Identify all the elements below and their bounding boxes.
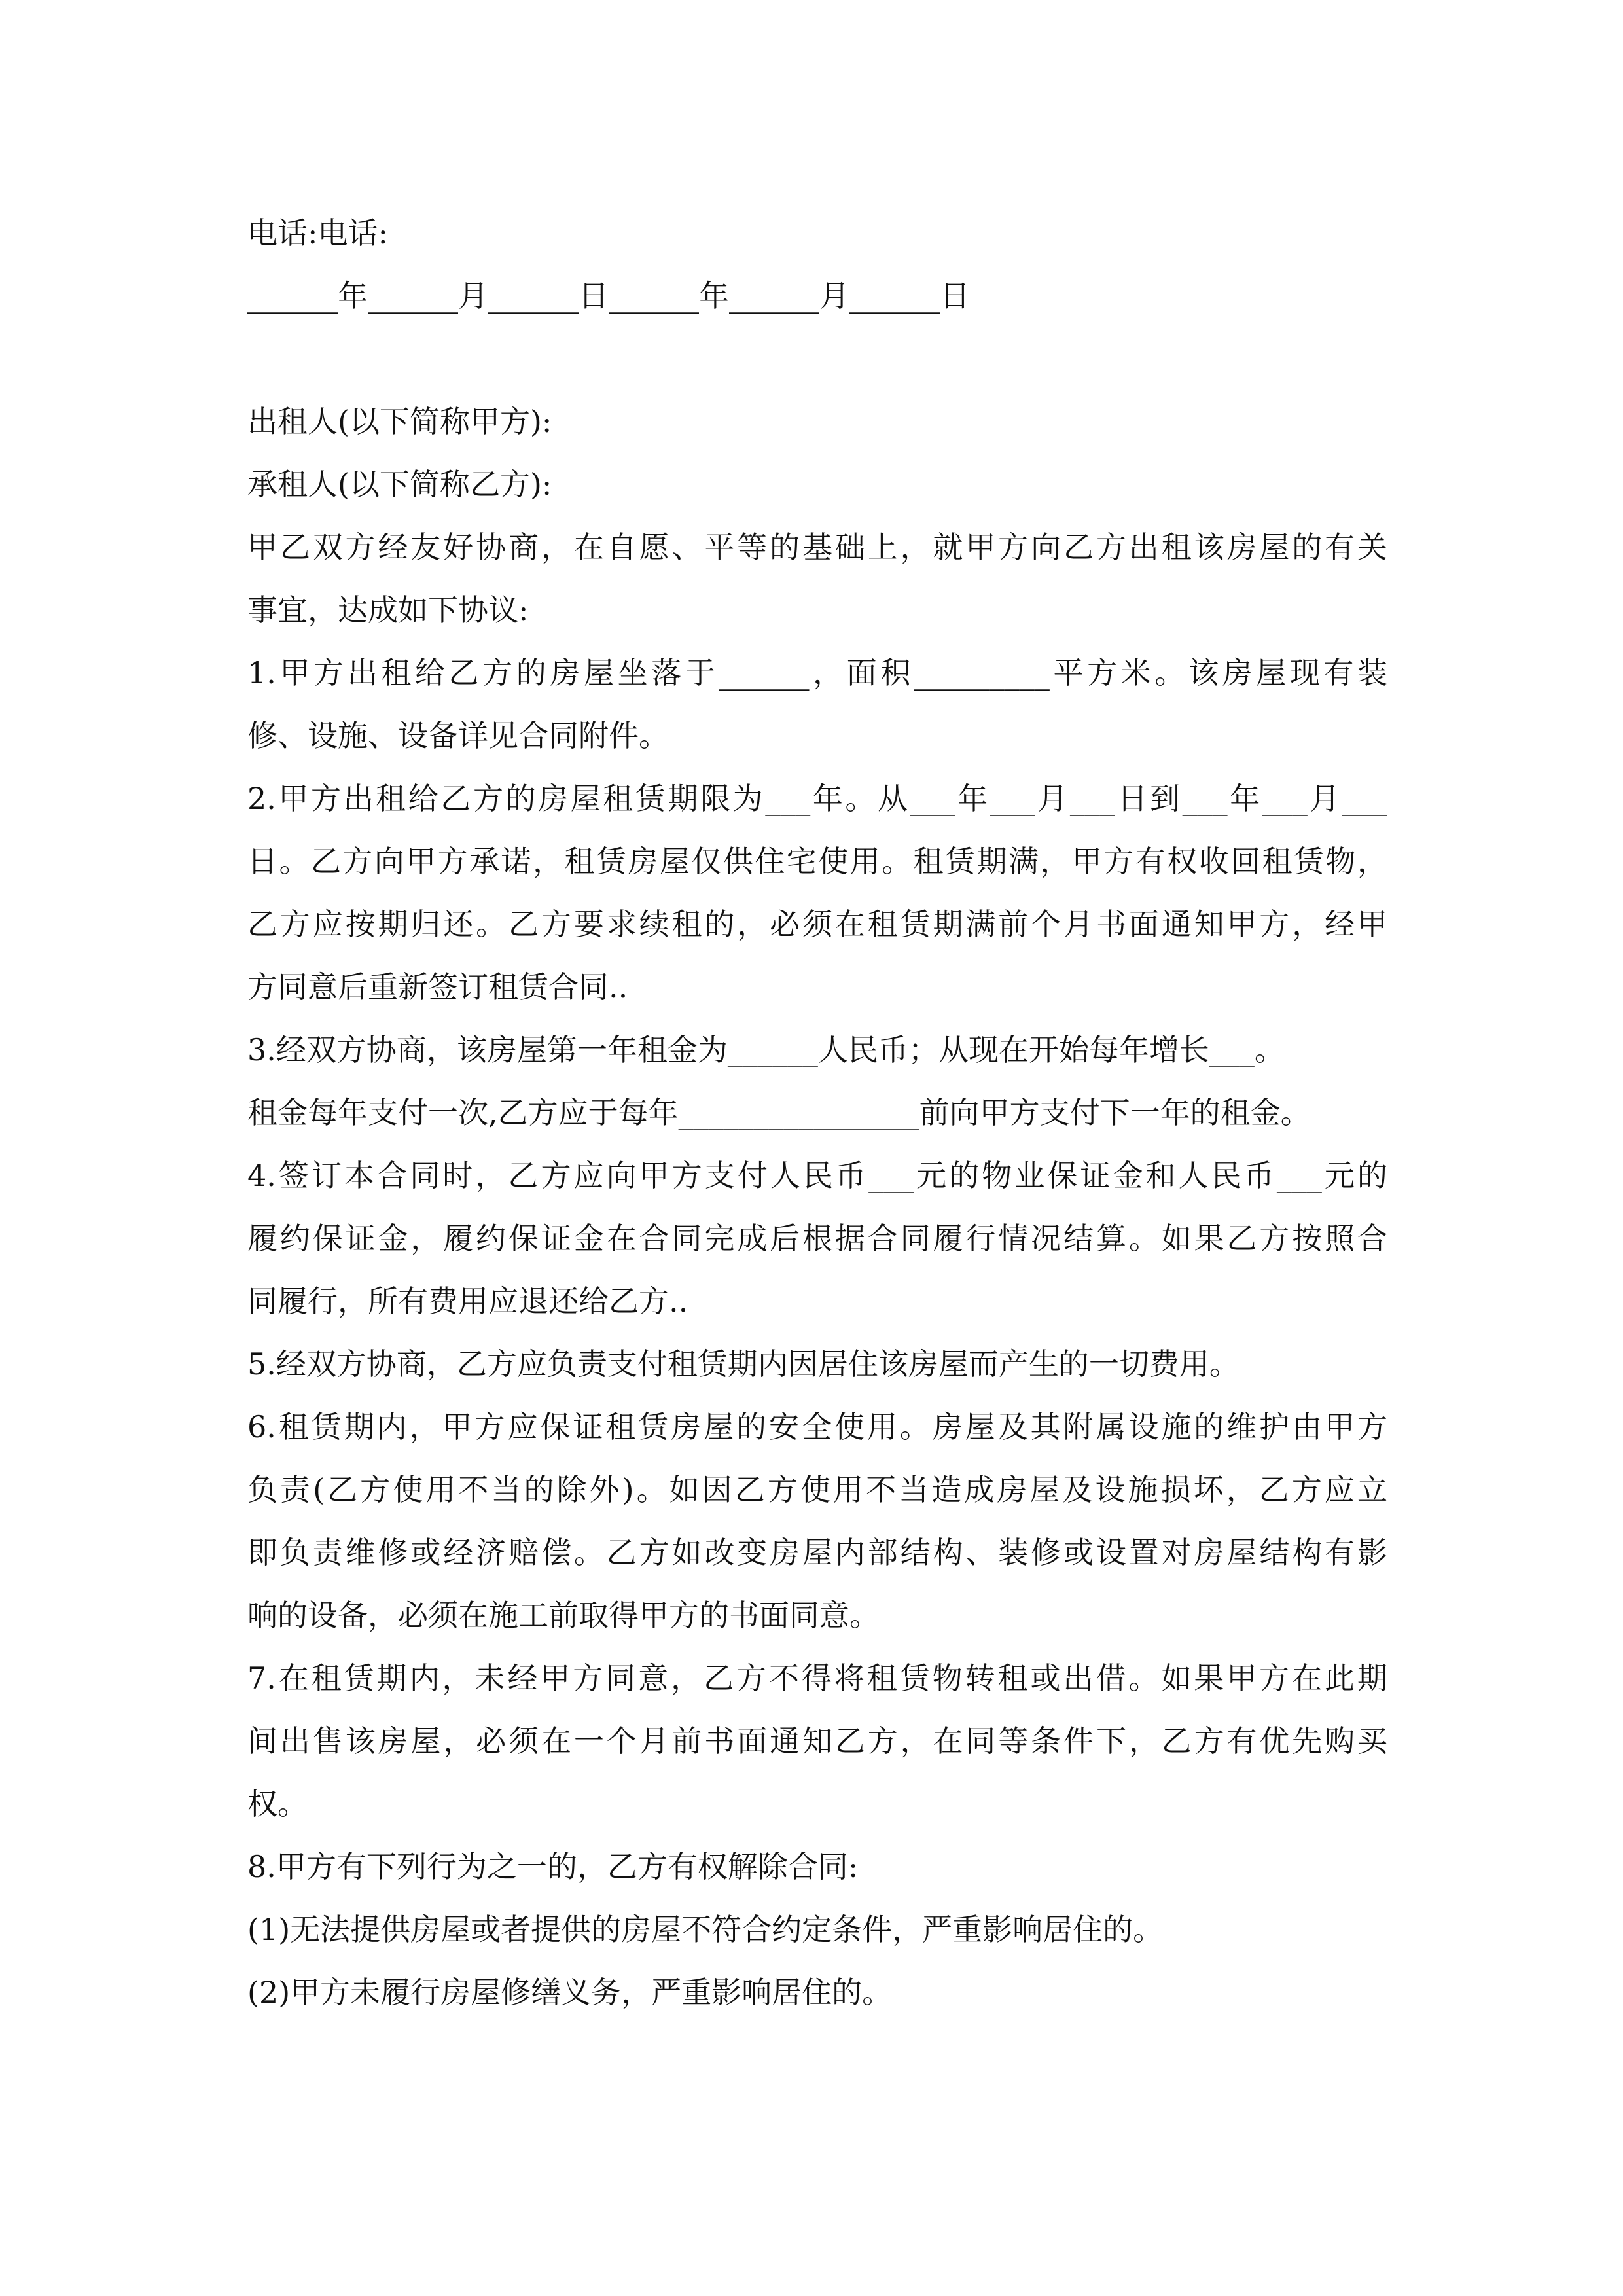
contract-body bbox=[247, 202, 1387, 2024]
paragraph-line: 6.租赁期内，甲方应保证租赁房屋的安全使用。房屋及其附属设施的维护由甲方 bbox=[247, 1409, 1387, 1444]
paragraph-line: 修、设施、设备详见合同附件。 bbox=[247, 718, 669, 753]
date-line: ______年______月______日______年______月______日 bbox=[247, 278, 970, 314]
spacer bbox=[247, 327, 1387, 390]
clause-8 bbox=[247, 1835, 1387, 2024]
paragraph-line: 7.在租赁期内，未经甲方同意，乙方不得将租赁物转租或出借。如果甲方在此期 bbox=[247, 1660, 1387, 1696]
paragraph-line: 乙方应按期归还。乙方要求续租的，必须在租赁期满前个月书面通知甲方，经甲 bbox=[247, 906, 1387, 942]
intro-paragraph bbox=[247, 516, 1387, 641]
paragraph-line: 1.甲方出租给乙方的房屋坐落于______，面积_________平方米。该房屋现有装 bbox=[247, 655, 1387, 691]
lessee-line: 承租人(以下简称乙方): bbox=[247, 467, 552, 502]
clause-4 bbox=[247, 1144, 1387, 1333]
clause-5 bbox=[247, 1333, 1387, 1395]
paragraph-line: (2)甲方未履行房屋修缮义务，严重影响居住的。 bbox=[247, 1975, 893, 2010]
phone-line: 电话:电话: bbox=[247, 215, 388, 251]
paragraph-line: 日。乙方向甲方承诺，租赁房屋仅供住宅使用。租赁期满，甲方有权收回租赁物， bbox=[247, 844, 1387, 879]
paragraph-line: 响的设备，必须在施工前取得甲方的书面同意。 bbox=[247, 1598, 880, 1633]
paragraph-line: 租金每年支付一次,乙方应于每年________________前向甲方支付下一年的租金。 bbox=[247, 1095, 1311, 1130]
paragraph-line: 方同意后重新签订租赁合同.. bbox=[247, 969, 628, 1005]
paragraph-line: 8.甲方有下列行为之一的，乙方有权解除合同: bbox=[247, 1849, 859, 1884]
paragraph-line: 甲乙双方经友好协商，在自愿、平等的基础上，就甲方向乙方出租该房屋的有关 bbox=[247, 529, 1387, 565]
paragraph-line: 间出售该房屋，必须在一个月前书面通知乙方，在同等条件下，乙方有优先购买 bbox=[247, 1723, 1387, 1759]
paragraph-line: 同履行，所有费用应退还给乙方.. bbox=[247, 1283, 688, 1319]
clause-1 bbox=[247, 641, 1387, 767]
paragraph-line: 3.经双方协商，该房屋第一年租金为______人民币；从现在开始每年增长___。 bbox=[247, 1032, 1285, 1067]
clause-6 bbox=[247, 1395, 1387, 1647]
paragraph-line: 2.甲方出租给乙方的房屋租赁期限为___年。从___年___月___日到___年___月___ bbox=[247, 781, 1387, 816]
paragraph-line: 负责(乙方使用不当的除外)。如因乙方使用不当造成房屋及设施损坏，乙方应立 bbox=[247, 1472, 1387, 1507]
paragraph-line: 事宜，达成如下协议: bbox=[247, 592, 529, 628]
paragraph-line: (1)无法提供房屋或者提供的房屋不符合约定条件，严重影响居住的。 bbox=[247, 1912, 1164, 1947]
paragraph-line: 即负责维修或经济赔偿。乙方如改变房屋内部结构、装修或设置对房屋结构有影 bbox=[247, 1535, 1387, 1570]
paragraph-line: 履约保证金，履约保证金在合同完成后根据合同履行情况结算。如果乙方按照合 bbox=[247, 1221, 1387, 1256]
clause-2 bbox=[247, 767, 1387, 1018]
clause-3 bbox=[247, 1018, 1387, 1144]
paragraph-line: 5.经双方协商，乙方应负责支付租赁期内因居住该房屋而产生的一切费用。 bbox=[247, 1346, 1240, 1382]
clause-7 bbox=[247, 1647, 1387, 1835]
paragraph-line: 4.签订本合同时，乙方应向甲方支付人民币___元的物业保证金和人民币___元的 bbox=[247, 1158, 1387, 1193]
lessor-line: 出租人(以下简称甲方): bbox=[247, 404, 552, 439]
paragraph-line: 权。 bbox=[247, 1786, 308, 1821]
